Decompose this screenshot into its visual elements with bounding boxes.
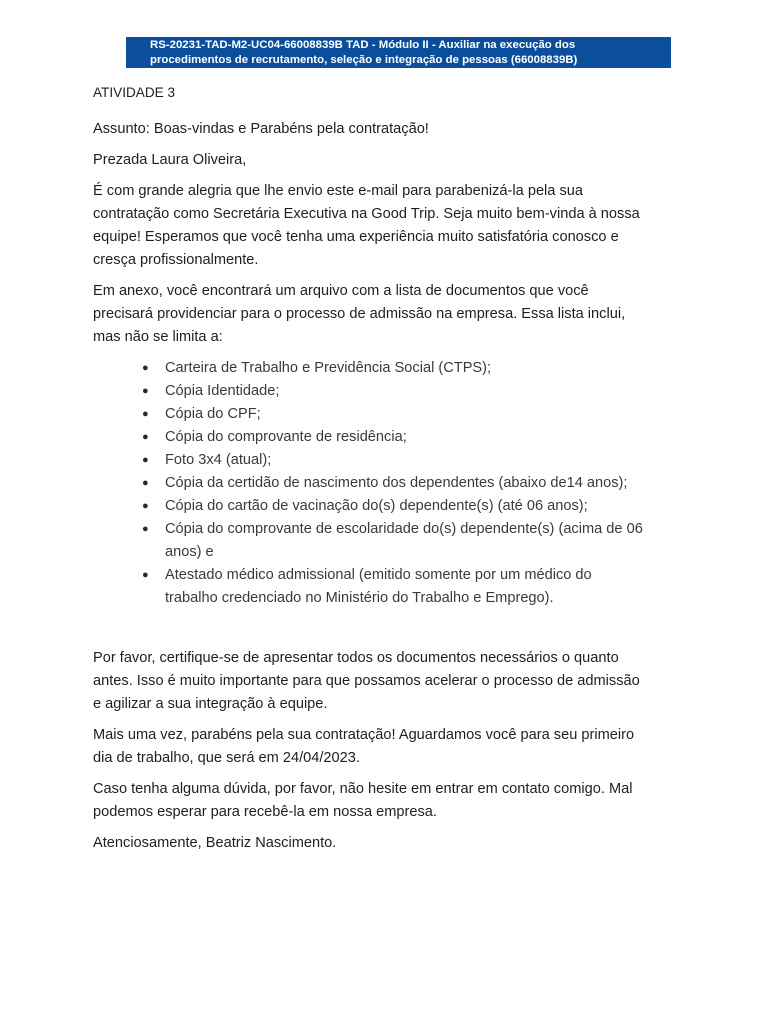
paragraph-line: e agilizar a sua integração à equipe.: [93, 696, 328, 712]
paragraph-line: antes. Isso é muito importante para que possamos acelerar o processo de admissão: [93, 673, 640, 689]
document-list-item: [93, 357, 683, 380]
paragraph-line: Mais uma vez, parabéns pela sua contratação! Aguardamos você para seu primeiro: [93, 727, 635, 743]
request-paragraph: [93, 647, 683, 716]
activity-title: ATIVIDADE 3: [93, 85, 176, 100]
document-list-item: [93, 449, 683, 472]
attachment-paragraph: [93, 280, 683, 349]
document-item-text: Cópia do cartão de vacinação do(s) dependente(s) (até 06 anos);: [165, 498, 588, 514]
document-item-text: Atestado médico admissional (emitido somente por um médico do: [165, 567, 592, 583]
email-subject: Assunto: Boas-vindas e Parabéns pela contratação!: [93, 121, 429, 137]
paragraph-line: É com grande alegria que lhe envio este e-mail para parabenizá-la pela sua: [93, 183, 584, 199]
email-greeting: Prezada Laura Oliveira,: [93, 152, 247, 168]
document-list-item: [93, 380, 683, 403]
document-list-item: [93, 495, 683, 518]
intro-paragraph: [93, 180, 683, 272]
paragraph-line: Caso tenha alguma dúvida, por favor, não hesite em entrar em contato comigo. Mal: [93, 781, 633, 797]
paragraph-line: equipe! Esperamos que você tenha uma experiência muito satisfatória conosco e: [93, 229, 619, 245]
document-list-item: [93, 426, 683, 449]
bullet-icon: ●: [142, 385, 149, 397]
bullet-icon: ●: [142, 500, 149, 512]
bullet-icon: ●: [142, 408, 149, 420]
bullet-icon: ●: [142, 431, 149, 443]
course-header-banner: [126, 37, 671, 68]
document-list-item: [93, 564, 683, 610]
paragraph-line: precisará providenciar para o processo de admissão na empresa. Essa lista inclui,: [93, 306, 626, 322]
paragraph-line: cresça profissionalmente.: [93, 252, 259, 268]
bullet-icon: ●: [142, 523, 149, 535]
bullet-icon: ●: [142, 477, 149, 489]
congrats-paragraph: [93, 724, 683, 770]
document-item-text: Cópia do CPF;: [165, 406, 261, 422]
documents-list: [93, 357, 683, 610]
paragraph-line: Por favor, certifique-se de apresentar todos os documentos necessários o quanto: [93, 650, 619, 666]
bullet-icon: ●: [142, 569, 149, 581]
course-header-line-1: RS-20231-TAD-M2-UC04-66008839B TAD - Módulo II - Auxiliar na execução dos: [150, 39, 576, 51]
document-item-text: Cópia do comprovante de residência;: [165, 429, 407, 445]
document-item-text: trabalho credenciado no Ministério do Trabalho e Emprego).: [165, 590, 554, 606]
document-item-text: Cópia Identidade;: [165, 383, 280, 399]
course-header-line-2: procedimentos de recrutamento, seleção e integração de pessoas (66008839B): [150, 53, 578, 66]
paragraph-spacer: [93, 618, 683, 647]
paragraph-line: contratação como Secretária Executiva na Good Trip. Seja muito bem-vinda à nossa: [93, 206, 640, 222]
bullet-icon: ●: [142, 454, 149, 466]
document-item-text: Carteira de Trabalho e Previdência Social (CTPS);: [165, 360, 492, 376]
email-signature: Atenciosamente, Beatriz Nascimento.: [93, 835, 337, 851]
document-item-text: Cópia do comprovante de escolaridade do(s) dependente(s) (acima de 06: [165, 521, 643, 537]
contact-paragraph: [93, 778, 683, 824]
document-list-item: [93, 403, 683, 426]
document-item-text: Cópia da certidão de nascimento dos dependentes (abaixo de14 anos);: [165, 475, 628, 491]
bullet-icon: ●: [142, 362, 149, 374]
paragraph-line: mas não se limita a:: [93, 329, 223, 345]
paragraph-line: Em anexo, você encontrará um arquivo com a lista de documentos que você: [93, 283, 589, 299]
document-item-text: Foto 3x4 (atual);: [165, 452, 272, 468]
document-list-item: [93, 472, 683, 495]
document-item-text: anos) e: [165, 544, 214, 560]
paragraph-line: podemos esperar para recebê-la em nossa empresa.: [93, 804, 437, 820]
paragraph-line: dia de trabalho, que será em 24/04/2023.: [93, 750, 360, 766]
email-body: [93, 118, 683, 863]
document-list-item: [93, 518, 683, 564]
